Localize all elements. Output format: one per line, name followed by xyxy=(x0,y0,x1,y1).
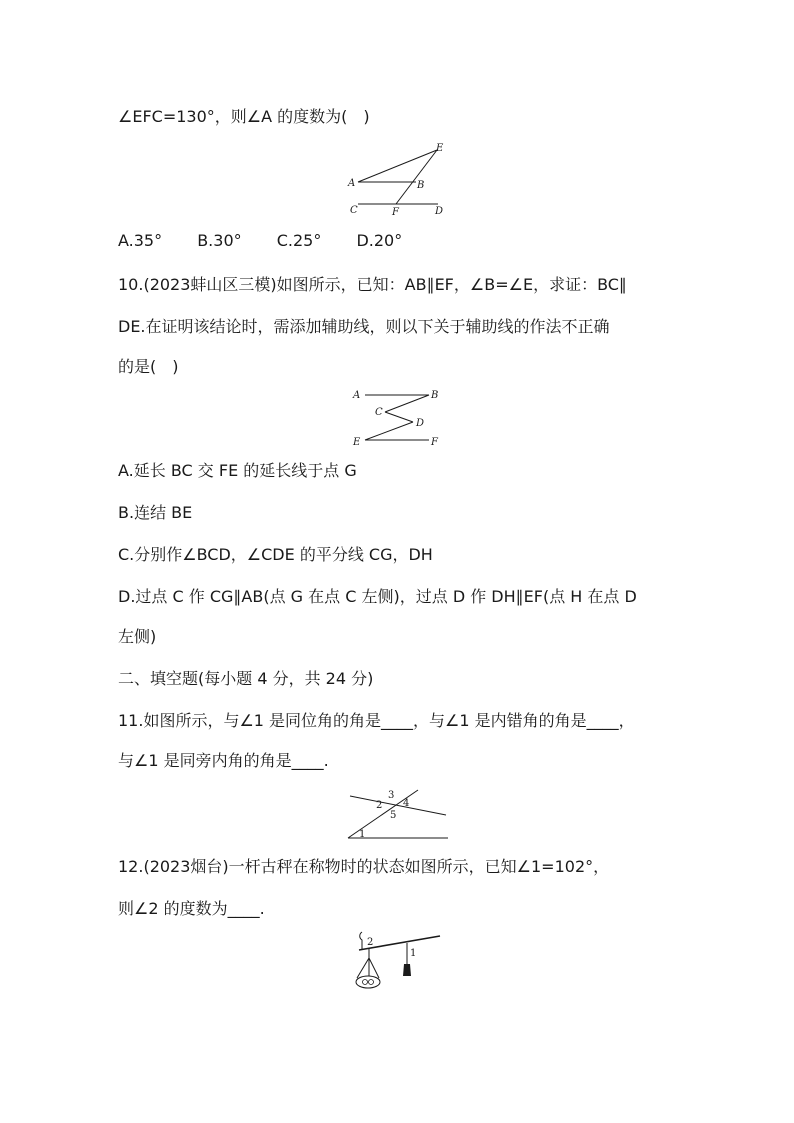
q10-option-a[interactable]: A.延长 BC 交 FE 的延长线于点 G xyxy=(118,461,357,480)
q9-label-f: F xyxy=(392,207,399,218)
q10-label-f: F xyxy=(431,437,438,448)
q9-label-e: E xyxy=(436,143,444,154)
q10-label-a: A xyxy=(353,390,361,401)
q10-option-d-cont: 左侧) xyxy=(118,627,157,646)
q11-stem-line2: 与∠1 是同旁内角的角是____. xyxy=(118,751,329,770)
q10-option-c[interactable]: C.分别作∠BCD，∠CDE 的平分线 CG，DH xyxy=(118,545,433,564)
q9-option-c[interactable]: C.25° xyxy=(276,231,322,250)
section-title: 二、填空题(每小题 4 分，共 24 分) xyxy=(118,669,374,688)
q11-stem-line1: 11.如图所示，与∠1 是同位角的角是____，与∠1 是内错角的角是____， xyxy=(118,711,635,730)
q9-stem-tail: ∠EFC=130°，则∠A 的度数为( ) xyxy=(118,107,370,126)
q11-label-3: 3 xyxy=(388,790,395,801)
q10-stem-line3: 的是( ) xyxy=(118,357,179,376)
q12-label-1: 1 xyxy=(410,948,417,959)
q11-label-1: 1 xyxy=(359,829,366,840)
q10-stem-line1: 10.(2023蚌山区三模)如图所示，已知：AB∥EF，∠B=∠E，求证：BC∥ xyxy=(118,275,627,294)
q10-option-b[interactable]: B.连结 BE xyxy=(118,503,193,522)
q10-stem-line2: DE.在证明该结论时，需添加辅助线，则以下关于辅助线的作法不正确 xyxy=(118,317,610,336)
q9-options xyxy=(118,230,432,252)
q11-label-5: 5 xyxy=(390,810,397,821)
q9-option-b[interactable]: B.30° xyxy=(197,231,242,250)
q12-label-2: 2 xyxy=(367,937,374,948)
q9-label-d: D xyxy=(435,206,444,217)
q12-stem-line1: 12.(2023烟台)一杆古秤在称物时的状态如图所示，已知∠1=102°， xyxy=(118,857,610,876)
q10-label-c: C xyxy=(375,407,383,418)
q10-label-e: E xyxy=(353,437,361,448)
q10-figure xyxy=(345,384,450,452)
q12-figure xyxy=(345,928,445,990)
q9-figure xyxy=(340,140,460,220)
q11-label-2: 2 xyxy=(376,800,383,811)
q10-label-d: D xyxy=(416,418,425,429)
q11-label-4: 4 xyxy=(403,798,410,809)
q10-label-b: B xyxy=(431,390,439,401)
q9-label-a: A xyxy=(348,178,356,189)
q9-label-c: C xyxy=(350,205,358,216)
q11-figure xyxy=(340,782,455,844)
q9-option-d[interactable]: D.20° xyxy=(356,231,403,250)
q9-option-a[interactable]: A.35° xyxy=(118,231,163,250)
q10-option-d[interactable]: D.过点 C 作 CG∥AB(点 G 在点 C 左侧)，过点 D 作 DH∥EF(点 H 在点 D xyxy=(118,587,637,606)
q12-stem-line2: 则∠2 的度数为____. xyxy=(118,899,265,918)
q9-label-b: B xyxy=(417,180,425,191)
